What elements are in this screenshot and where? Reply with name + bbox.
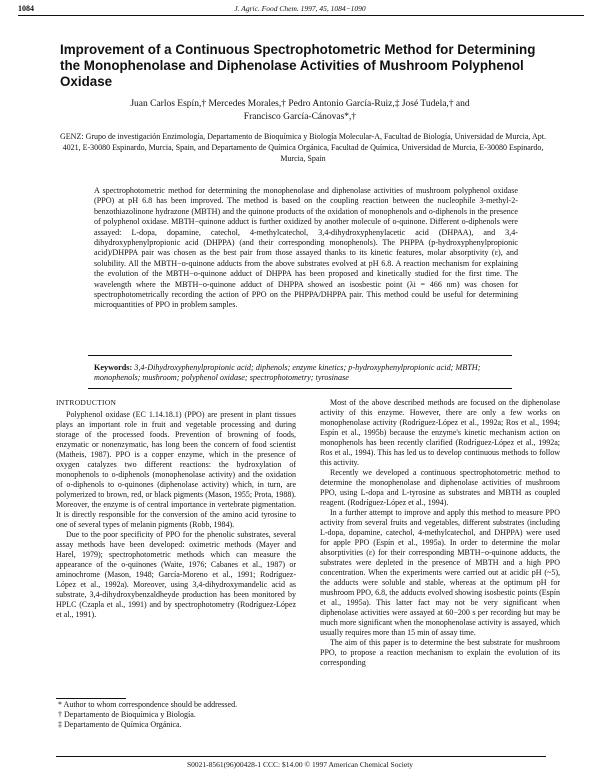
section-heading-introduction: INTRODUCTION (56, 398, 117, 407)
page-number: 1084 (18, 4, 34, 13)
footnote: † Departamento de Bioquímica y Biología. (58, 710, 196, 719)
author-line-1: Juan Carlos Espín,† Mercedes Morales,† Pedro Antonio García-Ruiz,‡ José Tudela,† and (130, 99, 470, 109)
right-paragraph: In a further attempt to improve and apply this method to measure PPO activity from several fruits and vegetables, different substrates (including L-dopa, dopamine, catechol, 4-methylcatechol, and DHPPA) were used for apple PPO (Espín et al., 1995a). In order to determine the molar absorptivities (ε) for their corresponding MBTH−o-quinone adducts, the substrates were depleted in the presence of MBTH and a high PPO concentration. When the experiments were carried out at acidic pH (~5), the adducts were soluble and stable, whereas at the optimum pH for mushroom PPO, 6.8, the adducts evolved showing isosbestic points (Espín et al., 1995a). This latter fact may not be very significant when diphenolase activities were assayed at 60−200 s per recording but may be much more significant when the monophenolase activity is assayed, which usually requires more than 15 min of assay time. (320, 508, 560, 637)
left-paragraph: Due to the poor specificity of PPO for the phenolic substrates, several assay methods have been developed: oximetric methods (Mayer and Harel, 1979); spectrophotometric methods which can measure the appearance of the o-quinones (Waite, 1976; Cabanes et al., 1987) or aminochrome (Mason, 1948; García-Moreno et al., 1991; Rodríguez-López et al., 1992a). Moreover, using 3,4-dihydroxymandelic acid as substrate, 3,4-dihydroxybenzaldheyde production has been monitored by HPLC (Czapla et al., 1991) and by spectrophotometry (Rodríguez-López et al., 1991). (56, 530, 296, 619)
keywords-label: Keywords: (94, 363, 133, 372)
left-paragraph: Polyphenol oxidase (EC 1.14.18.1) (PPO) are present in plant tissues plays an important role in fruit and vegetable processing and during storage of the processed foods. Prevention of browning of foods, enzymatic or nonenzymatic, has long been the concern of food scientist (Matheis, 1987). PPO is a copper enzyme, which in the presence of oxygen catalyzes two different reactions: the hydroxylation of monophenols to o-diphenols (monophenolase activity) and the oxidation of o-diphenols to o-quinones (diphenolase activity) which, in turn, are polymerized to brown, red, or black pigments (Mason, 1955; Prota, 1988). Moreover, the enzyme is of central importance in vertebrate pigmentation. It is directly responsible for the conversion of the amino acid tyrosine to one of several types of melanin pigments (Robb, 1984). (56, 410, 296, 529)
keywords (94, 363, 512, 384)
journal-header: J. Agric. Food Chem. 1997, 45, 1084−1090 (234, 4, 366, 13)
right-paragraph: The aim of this paper is to determine the best substrate for mushroom PPO, to propose a reaction mechanism to explain the evolution of its corresponding (320, 638, 560, 667)
keywords-text: 3,4-Dihydroxyphenylpropionic acid; diphenols; enzyme kinetics; p-hydroxyphenylpropionic acid; MBTH; monophenols; mushroom; polyphenol oxidase; spectrophotometry; tyrosinase (94, 363, 481, 383)
right-column (320, 398, 560, 668)
page-footer: S0021-8561(96)00428-1 CCC: $14.00 © 1997 American Chemical Society (186, 760, 414, 769)
keywords-rule-top (88, 355, 512, 356)
left-column (56, 398, 296, 620)
footnote: * Author to whom correspondence should be addressed. (58, 700, 238, 709)
author-list (0, 98, 600, 124)
footer-rule (56, 756, 546, 757)
abstract: A spectrophotometric method for determining the monophenolase and diphenolase activities of mushroom polyphenol oxidase (PPO) at pH 6.8 has been improved. The method is based on the coupling reaction between the nucleophile 3-methyl-2-benzothiazolinone hydrazone (MBTH) and the quinone products of the oxidation of monophenols and o-diphenols in the presence of polyphenol oxidase. MBTH−quinone adduct is further oxidized by another molecule of o-quinone. Different o-diphenols were assayed: L-dopa, dopamine, catechol, 4-methylcatechol, 3,4-dihydroxyphenylacetic acid (DHPAA), and 3,4-dihydroxyphenylpropionic acid (DHPPA) (and their corresponding monophenols). The PHPPA (p-hydroxyphenylpropionic acid)/DHPPA pair was chosen as the best pair from those assayed thanks to its kinetic features, molar absorptivity (ε), and solubility. All the MBTH−o-quinone adducts from the above substrates evolved at pH 6.8. A reaction mechanism for explaining the evolution of the MBTH−o-quinone adduct of DHPPA has been proposed and kinetically studied for the first time. The wavelength where the MBTH−o-quinone adduct of DHPPA showed an isosbestic point (λi = 466 nm) was chosen for spectrophotometrically recording the action of PPO on the PHPPA/DHPPA pair. This method could be useful for determining microquantities of PPO in problem samples. (94, 186, 518, 310)
author-line-2: Francisco García-Cánovas*,† (243, 112, 357, 122)
header-rule (18, 15, 584, 16)
right-paragraph: Recently we developed a continuous spectrophotometric method to determine the monophenolase and diphenolase activities of mushroom PPO, using L-dopa and L-tyrosine as substrates and MBTH as coupled reagent. (Rodríguez-López et al., 1994). (320, 468, 560, 507)
footnote: ‡ Departamento de Química Orgánica. (58, 720, 182, 729)
right-paragraph: Most of the above described methods are focused on the diphenolase activity of this enzyme. However, there are only a few works on monophenolase activity (Rodríguez-López et al., 1992a; Ros et al., 1994; Espín et al., 1995b) because the enzyme's kinetic mechanism action on monophenols has been recently clarified (Rodríguez-López et al., 1992a; Ros et al., 1994). This has led us to develop continuous methods to follow this activity. (320, 398, 560, 467)
footnote-rule (56, 698, 126, 699)
footnotes (56, 700, 296, 730)
article-title: Improvement of a Continuous Spectrophotometric Method for Determining the Monophenolase and Diphenolase Activities of Mushroom Polyphenol Oxidase (60, 42, 536, 89)
affiliation: GENZ: Grupo de investigación Enzimología, Departamento de Bioquímica y Biología Molecular-A, Facultad de Biología, Universidad de Murcia, Apt. 4021, E-30080 Espinardo, Murcia, Spain, and Departamento de Química Orgánica, Facultad de Química, Universidad de Murcia, E-30080 Espinardo, Murcia, Spain (60, 132, 546, 163)
keywords-rule-bottom (88, 388, 512, 389)
